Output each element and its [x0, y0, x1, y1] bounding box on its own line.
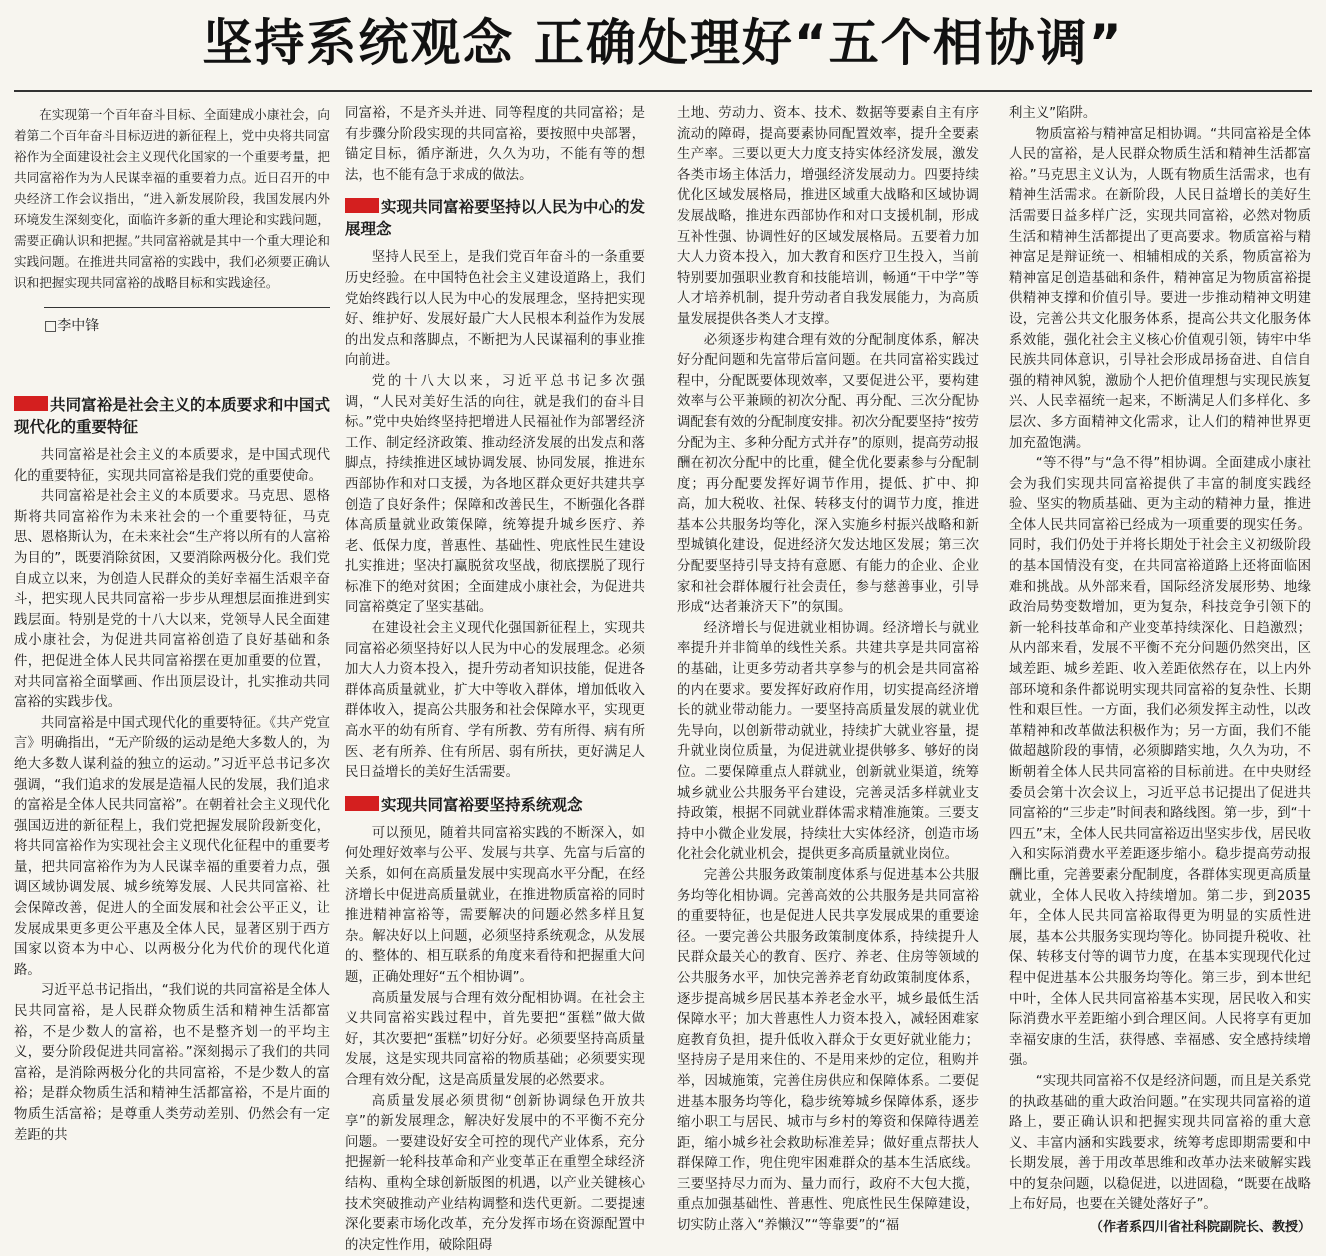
section-heading-3	[345, 794, 645, 816]
paragraph: “实现共同富裕不仅是经济问题，而且是关系党的执政基础的重大政治问题。”在实现共同富裕的道路上，要正确认识和把握实现共同富裕的重大意义、丰富内涵和实践要求，统筹考虑即期需要和中长期发展，善于用改革思维和改革办法来破解实践中的复杂问题，以稳促进，以进固稳，“既要在战略上布好局，也要在关键处落好子”。	[1009, 1073, 1311, 1213]
column-1	[14, 104, 330, 1234]
paragraph: 在建设社会主义现代化强国新征程上，实现共同富裕必须坚持好以人民为中心的发展理念。必须加大人力资本投入，提升劳动者知识技能，促进各群体高质量就业，扩大中等收入群体，增加低收入群体收入，提高公共服务和社会保障水平，实现更高水平的幼有所育、学有所教、劳有所得、病有所医、老有所养、住有所居、弱有所扶，更好满足人民日益增长的美好生活需要。	[345, 621, 645, 781]
paragraph: 高质量发展必须贯彻“创新协调绿色开放共享”的新发展理念，解决好发展中的不平衡不充分问题。一要建设好安全可控的现代产业体系，充分把握新一轮科技革命和产业变革正在重塑全球经济结构、重构全球创新版图的机遇，以产业关键核心技术突破推动产业结构调整和迭代更新。二要提速深化要素市场化改革，充分发挥市场在资源配置中的决定性作用，破除阻碍	[345, 1093, 645, 1253]
top-rule	[14, 90, 1312, 92]
section-heading-1-text: 共同富裕是社会主义的本质要求和中国式现代化的重要特征	[14, 396, 330, 436]
paragraph: 坚持人民至上，是我们党百年奋斗的一条重要历史经验。在中国特色社会主义建设道路上，我们党始终践行以人民为中心的发展理念，坚持把实现好、维护好、发展好最广大人民根本利益作为发展的出发点和落脚点，不断把为人民谋福利的事业推向前进。	[345, 250, 645, 369]
author-byline: □李中锋	[44, 318, 100, 334]
paragraph: 物质富裕与精神富足相协调。“共同富裕是全体人民的富裕，是人民群众物质生活和精神生活都富裕。”马克思主义认为，人既有物质生活需求，也有精神生活需求。在新阶段，人民日益增长的美好生活需要日益多样广泛，实现共同富裕，必然对物质生活和精神生活都提出了更高要求。物质富裕与精神富足是辩证统一、相辅相成的关系，物质富裕为精神富足创造基础和条件，精神富足为物质富裕提供精神支撑和价值引导。要进一步推动精神文明建设，完善公共文化服务体系，提高公共文化服务体系效能，强化社会主义核心价值观引领，铸牢中华民族共同体意识，引导社会形成昂扬奋进、自信自强的精神风貌，激励个人把价值理想与实现民族复兴、人民幸福统一起来，不断满足人们多样化、多层次、多方面精神文化需求，让人们的精神世界更加充盈饱满。	[1009, 126, 1311, 451]
red-bar-icon	[345, 796, 379, 811]
paragraph: 必须逐步构建合理有效的分配制度体系，解决好分配问题和先富带后富问题。在共同富裕实践过程中，分配既要体现效率，又要促进公平，要构建效率与公平兼顾的初次分配、再分配、三次分配协调配套有效的分配制度安排。初次分配要坚持“按劳分配为主、多种分配方式并存”的原则，提高劳动报酬在初次分配中的比重，健全优化要素参与分配制度；再分配要发挥好调节作用，提低、扩中、抑高，加大税收、社保、转移支付的调节力度，推进基本公共服务均等化，深入实施乡村振兴战略和新型城镇化建设，促进经济欠发达地区发展；第三次分配要坚持引导支持有意愿、有能力的企业、企业家和社会群体履行社会责任，参与慈善事业，引导形成“达者兼济天下”的氛围。	[677, 332, 979, 616]
author-signature: （作者系四川省社科院副院长、教授）	[1089, 1220, 1311, 1236]
paragraph: 可以预见，随着共同富裕实践的不断深入，如何处理好效率与公平、发展与共享、先富与后富的关系，如何在高质量发展中实现高水平分配，在经济增长中促进高质量就业，在推进物质富裕的同时推进精神富裕等，需要解决的问题必然多样且复杂。解决好以上问题，必须坚持系统观念，从发展的、整体的、相互联系的角度来看待和把握重大问题，正确处理好“五个相协调”。	[345, 825, 645, 985]
paragraph: 高质量发展与合理有效分配相协调。在社会主义共同富裕实践过程中，首先要把“蛋糕”做大做好，其次要把“蛋糕”切好分好。必须要坚持高质量发展，这是实现共同富裕的物质基础；必须要实现合理有效分配，这是高质量发展的必然要求。	[345, 990, 645, 1088]
paragraph: 完善公共服务政策制度体系与促进基本公共服务均等化相协调。完善高效的公共服务是共同富裕的重要特征，也是促进人民共享发展成果的重要途径。一要完善公共服务政策制度体系，持续提升人民群众最关心的教育、医疗、养老、住房等领域的公共服务水平，加快完善养老育幼政策制度体系，逐步提高城乡居民基本养老金水平，城乡最低生活保障水平；加大普惠性人力资本投入，减轻困难家庭教育负担，提升低收入群众于女更好就业能力；坚持房子是用来住的、不是用来炒的定位，租购并举，因城施策，完善住房供应和保障体系。二要促进基本服务均等化，稳步统筹城乡保障体系，逐步缩小职工与居民、城市与乡村的筹资和保障待遇差距，缩小城乡社会救助标准差异；做好重点帮扶人群保障工作，兜住兜牢困难群众的基本生活底线。三要坚持尽力而为、量力而行，政府不大包大揽，重点加强基础性、普惠性、兜底性民生保障建设，切实防止落入“养懒汉”“等靠要”的“福	[677, 867, 979, 1234]
column-2	[345, 104, 645, 1253]
paragraph: “等不得”与“急不得”相协调。全面建成小康社会为我们实现共同富裕提供了丰富的制度实践经验、坚实的物质基础、更为主动的精神力量，推进全体人民共同富裕已经成为一项重要的现实任务。同时，我们仍处于并将长期处于社会主义初级阶段的基本国情没有变，在共同富裕道路上还将面临困难和挑战。从外部来看，国际经济发展形势、地缘政治局势变数增加，更为复杂，科技竞争引领下的新一轮科技革命和产业变革持续深化、日趋激烈；从内部来看，发展不平衡不充分问题仍然突出，区域差距、城乡差距、收入差距依然存在，以上内外部环境和条件都说明实现共同富裕的复杂性、长期性和艰巨性。一方面，我们必须发挥主动性，以改革精神和改革做法积极作为；另一方面，我们不能做超越阶段的事情，必须脚踏实地，久久为功，不断朝着全体人民共同富裕的目标前进。在中央财经委员会第十次会议上，习近平总书记提出了促进共同富裕的“三步走”时间表和路线图。第一步，到“十四五”末，全体人民共同富裕迈出坚实步伐，居民收入和实际消费水平差距逐步缩小。稳步提高劳动报酬比重，完善要素分配制度，各群体实现更高质量就业，全体人民收入持续增加。第二步，到2035年，全体人民共同富裕取得更为明显的实质性进展，基本公共服务实现均等化。协同提升税收、社保、转移支付等的调节力度，在基本实现现代化过程中促进基本公共服务均等化。第三步，到本世纪中叶，全体人民共同富裕基本实现，居民收入和实际消费水平差距缩小到合理区间。人民将享有更加幸福安康的生活，获得感、幸福感、安全感持续增强。	[1009, 456, 1312, 1069]
section-heading-2-text: 实现共同富裕要坚持以人民为中心的发展理念	[345, 198, 645, 239]
paragraph: 同富裕，不是齐头并进、同等程度的共同富裕；是有步骤分阶段实现的共同富裕，要按照中央部署，锚定目标，循序渐进，久久为功，不能有等的想法，也不能有急于求成的做法。	[345, 106, 645, 183]
section-heading-3-text: 实现共同富裕要坚持系统观念	[381, 795, 583, 814]
section-heading-1	[14, 394, 330, 438]
red-bar-icon	[345, 198, 379, 213]
lead-paragraph: 在实现第一个百年奋斗目标、全面建成小康社会，向着第二个百年奋斗目标迈进的新征程上，党中央将共同富裕作为全面建设社会主义现代化国家的一个重要考量，把共同富裕作为为人民谋幸福的重要着力点。近日召开的中央经济工作会议指出，“进入新发展阶段，我国发展内外环境发生深刻变化，面临许多新的重大理论和实践问题，需要正确认识和把握。”共同富裕就是其中一个重大理论和实践问题。在推进共同富裕的实践中，我们必须要正确认识和把握实现共同富裕的战略目标和实践途径。	[14, 107, 330, 290]
paragraph: 共同富裕是中国式现代化的重要特征。《共产党宣言》明确指出，“无产阶级的运动是绝大多数人的，为绝大多数人谋利益的独立的运动。”习近平总书记多次强调，“我们追求的发展是造福人民的发展，我们追求的富裕是全体人民共同富裕”。在朝着社会主义现代化强国迈进的新征程上，我们党把握发展阶段新变化，将共同富裕作为实现社会主义现代化征程中的重要考量，把共同富裕作为为人民谋幸福的重要着力点，强调区域协调发展、城乡统筹发展、人民共同富裕、社会保障改善，促进人的全面发展和社会公平正义，让发展成果更多更公平惠及全体人民，显著区别于西方国家以资本为中心、以两极分化为代价的现代化道路。	[14, 715, 330, 978]
paragraph: 经济增长与促进就业相协调。经济增长与就业率提升并非简单的线性关系。共建共享是共同富裕的基础，让更多劳动者共享参与的机会是共同富裕的内在要求。要发挥好政府作用，切实提高经济增长的就业带动能力。一要坚持高质量发展的就业优先导向，以创新带动就业，持续扩大就业容量，提升就业岗位质量，为促进就业提供够多、够好的岗位。二要保障重点人群就业，创新就业渠道，统筹城乡就业公共服务平台建设，完善灵活多样就业支持政策，根据不同就业群体需求精准施策。三要支持中小微企业发展，持续壮大实体经济，创造市场化社会化就业机会，提供更多高质量就业岗位。	[677, 620, 979, 863]
headline: 坚持系统观念 正确处理好“五个相协调”	[202, 14, 1124, 72]
section-heading-2	[345, 196, 645, 240]
column-4	[1009, 104, 1311, 1234]
paragraph: 共同富裕是社会主义的本质要求。马克思、恩格斯将共同富裕作为未来社会的一个重要特征，马克思、恩格斯认为，在未来社会“生产将以所有的人富裕为目的”，既要消除贫困，又要消除两极分化。我们党自成立以来，为创造人民群众的美好幸福生活艰辛奋斗，把实现人民共同富裕一步步从理想层面推进到实践层面。特别是党的十八大以来，党领导人民全面建成小康社会，为促进共同富裕创造了良好基础和条件，把促进全体人民共同富裕摆在更加重要的位置，对共同富裕全面擘画、作出顶层设计，扎实推动共同富裕的实践步伐。	[14, 489, 330, 711]
paragraph: 土地、劳动力、资本、技术、数据等要素自主有序流动的障碍，提高要素协同配置效率，提升全要素生产率。三要以更大力度支持实体经济发展，激发各类市场主体活力，增强经济发展动力。四要持续优化区域发展格局，推进区域重大战略和区域协调发展战略，推进东西部协作和对口支援机制，形成互补性强、协调性好的区域发展格局。五要着力加大人力资本投入，加大教育和医疗卫生投入，当前特别要加强职业教育和技能培训，畅通“干中学”等人才培养机制，提升劳动者自我发展能力，为高质量发展提供各类人才支撑。	[677, 106, 979, 327]
paragraph: 共同富裕是社会主义的本质要求，是中国式现代化的重要特征，实现共同富裕是我们党的重要使命。	[14, 448, 330, 484]
paragraph: 习近平总书记指出，“我们说的共同富裕是全体人民共同富裕，是人民群众物质生活和精神生活都富裕，不是少数人的富裕，也不是整齐划一的平均主义，要分阶段促进共同富裕。”深刻揭示了我们的共同富裕，是消除两极分化的共同富裕，不是少数人的富裕；是群众物质生活和精神生活都富裕，不是片面的物质生活富裕；是尊重人类劳动差别、仍然会有一定差距的共	[14, 983, 330, 1143]
column-3	[677, 104, 979, 1234]
red-bar-icon	[14, 396, 48, 411]
lead-divider	[44, 307, 330, 308]
paragraph: 党的十八大以来，习近平总书记多次强调，“人民对美好生活的向往，就是我们的奋斗目标。”党中央始终坚持把增进人民福祉作为部署经济工作、制定经济政策、推动经济发展的出发点和落脚点，持续推进区域协调发展、协同发展，推进东西部协作和对口支援，为各地区群众更好共建共享创造了良好条件；保障和改善民生，不断强化各群体高质量就业政策保障，统筹提升城乡医疗、养老、低保力度，普惠性、基础性、兜底性民生建设扎实推进；坚决打赢脱贫攻坚战，彻底摆脱了现行标准下的绝对贫困；全面建成小康社会，为促进共同富裕奠定了坚实基础。	[345, 373, 645, 616]
paragraph: 利主义”陷阱。	[1009, 106, 1097, 121]
